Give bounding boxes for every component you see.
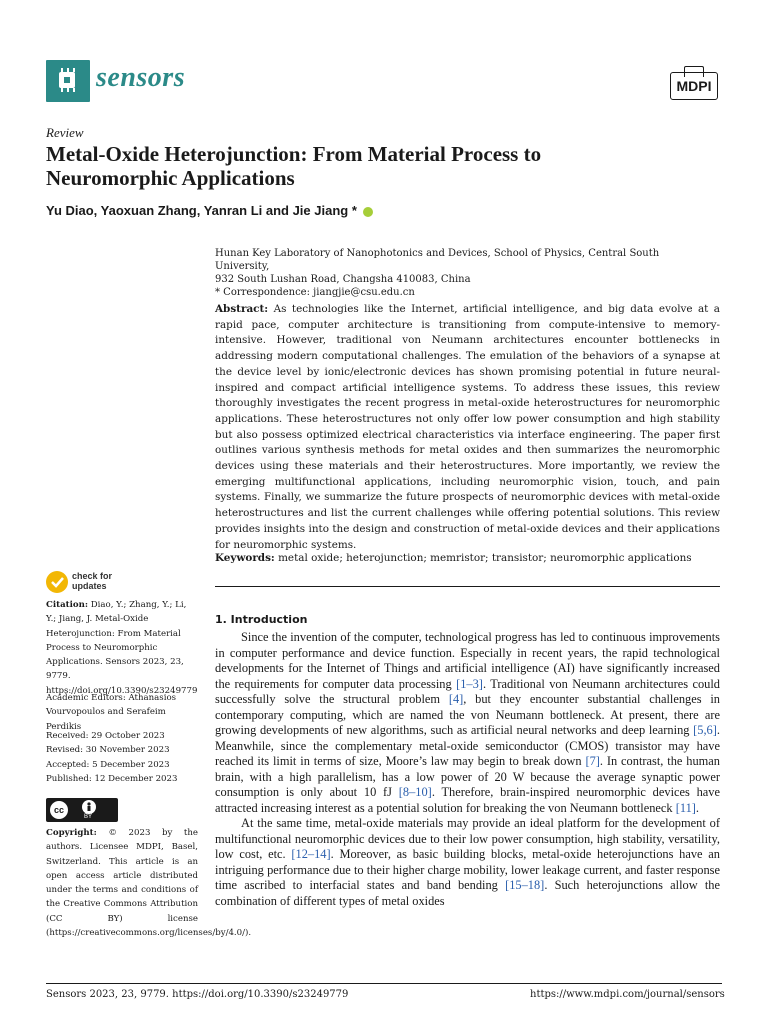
accepted-date: Accepted: 5 December 2023 xyxy=(46,759,170,770)
published-date: Published: 12 December 2023 xyxy=(46,773,178,784)
copyright-text: © 2023 by the authors. Licensee MDPI, Basel, Switzerland. This article is an open access article distributed under the terms and conditions of the Creative Commons Attribution (CC BY) license (https://creativecommons.org/licenses/by/4.0/). xyxy=(46,828,252,939)
citation-link[interactable]: [11] xyxy=(675,800,696,815)
check-label-1: check for xyxy=(72,571,113,581)
intro-body xyxy=(215,630,720,909)
citation-block xyxy=(46,598,198,698)
copyright-label: Copyright: xyxy=(46,828,97,838)
abstract-divider xyxy=(215,586,720,587)
keywords-label: Keywords: xyxy=(215,552,275,564)
keywords-text: metal oxide; heterojunction; memristor; transistor; neuromorphic applications xyxy=(278,552,692,564)
citation-link[interactable]: [15–18] xyxy=(505,878,545,892)
citation-link[interactable]: [4] xyxy=(448,692,464,706)
received-date: Received: 29 October 2023 xyxy=(46,731,165,741)
citation-link[interactable]: [5,6] xyxy=(693,723,717,737)
article-type: Review xyxy=(46,125,84,140)
orcid-icon[interactable] xyxy=(363,207,373,217)
academic-editors: Academic Editors: Athanasios Vourvopoulos and Serafeim Perdikis xyxy=(46,693,177,732)
affiliation-line-1: Hunan Key Laboratory of Nanophotonics and Devices, School of Physics, Central South University, xyxy=(215,248,660,272)
publisher-logo[interactable]: MDPI xyxy=(670,72,718,100)
citation-link[interactable]: [8–10] xyxy=(398,785,432,799)
footer-citation[interactable]: Sensors 2023, 23, 9779. https://doi.org/10.3390/s23249779 xyxy=(46,989,349,1000)
check-label-2: updates xyxy=(72,581,107,591)
citation-label: Citation: xyxy=(46,600,89,610)
cc-icon: cc xyxy=(50,801,68,819)
correspondence[interactable]: * Correspondence: jiangjie@csu.edu.cn xyxy=(215,287,415,298)
person-icon xyxy=(82,800,96,814)
section-heading: 1. Introduction xyxy=(215,613,308,626)
author-list xyxy=(46,203,375,218)
citation-text[interactable]: Diao, Y.; Zhang, Y.; Li, Y.; Jiang, J. Metal-Oxide Heterojunction: From Material Process to Neuromorphic Applications. Sensors 2023, 23, 9779. https://doi.org/10.3390/s23249779 xyxy=(46,600,198,696)
authors-text: Yu Diao, Yaoxuan Zhang, Yanran Li and Jie Jiang * xyxy=(46,203,357,218)
journal-name[interactable]: sensors xyxy=(96,62,186,93)
citation-link[interactable]: [7] xyxy=(585,754,600,768)
keywords xyxy=(215,552,720,564)
abstract xyxy=(215,302,720,553)
article-title: Metal-Oxide Heterojunction: From Material Process to Neuromorphic Applications xyxy=(46,142,542,190)
journal-logo-icon xyxy=(46,60,90,102)
affiliation-line-2: 932 South Lushan Road, Changsha 410083, China xyxy=(215,274,471,285)
citation-link[interactable]: [12–14] xyxy=(291,847,331,861)
abstract-text: As technologies like the Internet, artificial intelligence, and big data evolve at a rapid pace, computer architecture is transitioning from compute-intensive to memory-intensive. However, traditional von Neumann architectures encounter bottlenecks in addressing modern computational challenges. The emulation of the behaviors of a synapse at the device level by ionic/electronic devices has shown promising potential in future neural-inspired and compact artificial intelligence systems. To address these issues, this review thoroughly investigates the recent progress in metal-oxide heterostructures for neuromorphic applications. These heterostructures not only offer low power consumption and high stability but also possess optimized electrical characteristics via interface engineering. The paper first outlines various synthesis methods for metal oxides and then summarizes the neuromorphic devices using these materials and their heterostructures. More importantly, we review the emerging multifunctional applications, including neuromorphic vision, touch, and pain systems. Finally, we summarize the future prospects of neuromorphic devices with metal-oxide heterostructures and list the current challenges while offering potential solutions. This review provides insights into the design and construction of metal-oxide devices and their applications for neuromorphic systems. xyxy=(215,303,720,551)
footer-journal-link[interactable]: https://www.mdpi.com/journal/sensors xyxy=(530,989,725,1000)
intro-paragraph-1: Since the invention of the computer, technological progress has led to continuous improvements in computer performance and device function. Especially in recent years, the rapid technological developments for the Internet of Things and artificial intelligence (AI) have significantly increased the requirements for computer data processing [1–3]. Traditional von Neumann architectures could successfully solve the structural problem [4], but they encounter substantial challenges in contemporary computing, which are named the von Neumann bottleneck. At present, there are growing developments of new algorithms, such as artificial neural networks and deep learning [5,6]. Meanwhile, since the complementary metal-oxide semiconductor (CMOS) transistor may have reached its limit in terms of size, Moore’s law may begin to break down [7]. In contrast, the human brain, with a high parallelism, has a low power of 20 W because the average synaptic power consumption is only about 10 fJ [8–10]. Therefore, brain-inspired neuromorphic devices have attracted increasing interest as a potential solution for breaking the von Neumann bottleneck [11]. xyxy=(215,630,720,815)
footer-divider xyxy=(46,983,722,984)
citation-link[interactable]: [1–3] xyxy=(456,676,483,691)
checkmark-icon xyxy=(46,571,68,593)
cc-by-label: BY xyxy=(84,814,93,820)
cc-license-badge[interactable] xyxy=(46,798,118,822)
dates-block xyxy=(46,729,198,786)
affiliation xyxy=(215,247,715,299)
copyright-block xyxy=(46,826,252,940)
abstract-label: Abstract: xyxy=(215,303,269,315)
intro-paragraph-2: At the same time, metal-oxide materials may provide an ideal platform for the development of multifunctional neuromorphic devices due to their low power consumption, high stability, versatility, low cost, etc. [12–14]. Moreover, as basic building blocks, metal-oxide heterojunctions have an intriguing performance due to their higher charge mobility, lower leakage current, and faster response time ascribed to interfacial states and band bending [15–18]. Such heterojunctions allow the combination of different types of metal oxides xyxy=(215,816,720,908)
revised-date: Revised: 30 November 2023 xyxy=(46,745,170,756)
